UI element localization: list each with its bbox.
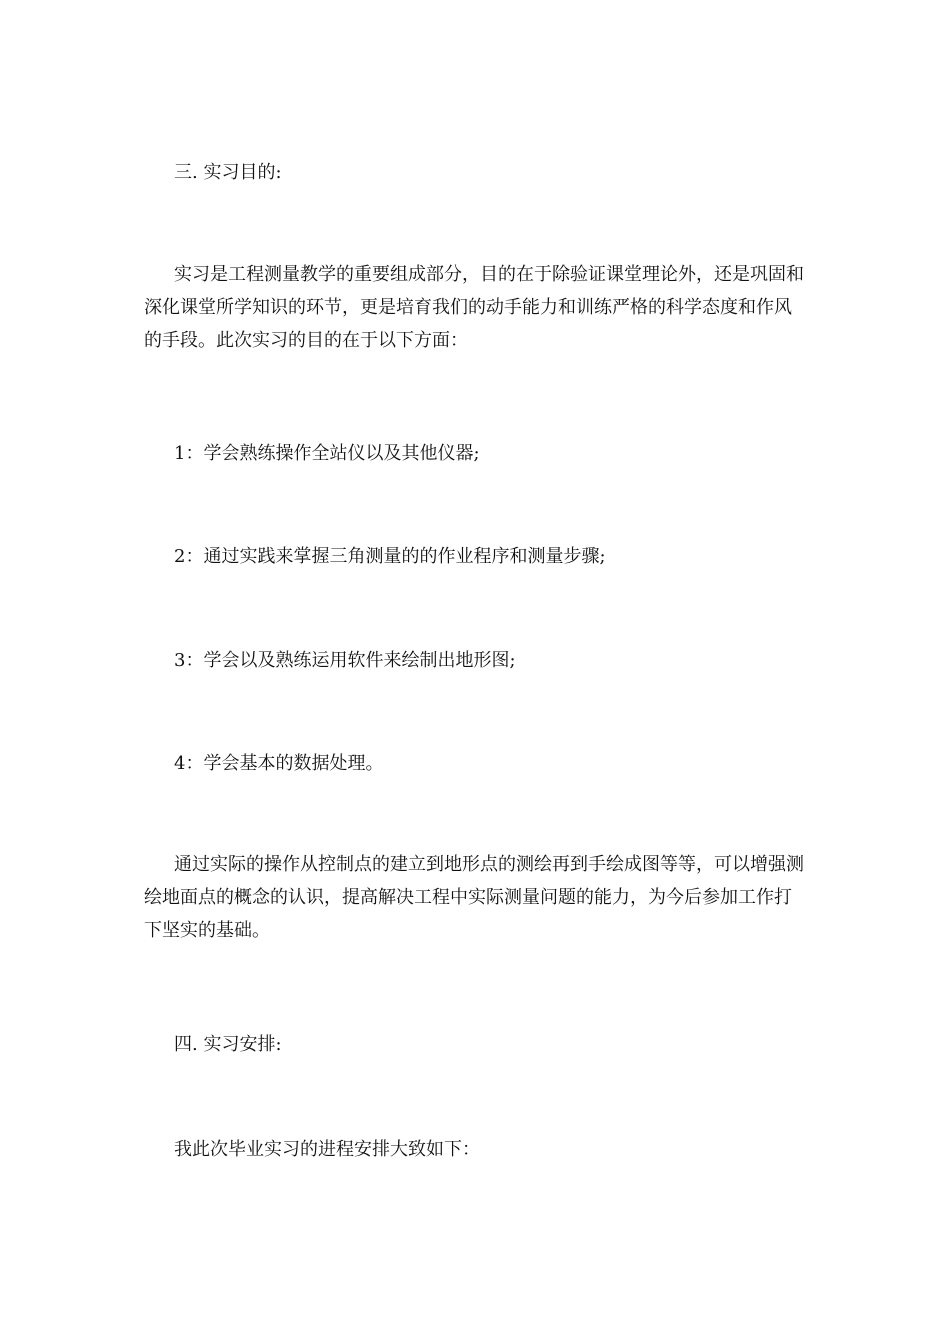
list-item-3: 3：学会以及熟练运用软件来绘制出地形图;	[174, 650, 516, 671]
section-3-heading: 三. 实习目的:	[174, 162, 282, 183]
section-4-paragraph: 我此次毕业实习的进程安排大致如下：	[174, 1139, 480, 1160]
section-4-heading: 四. 实习安排:	[174, 1034, 282, 1055]
summary-paragraph: 通过实际的操作从控制点的建立到地形点的测绘再到手绘成图等等，可以增强测绘地面点的概念的认识，提高解决工程中实际测量问题的能力，为今后参加工作打下坚实的基础。	[144, 854, 804, 941]
list-item-2: 2：通过实践来掌握三角测量的的作业程序和测量步骤;	[174, 546, 606, 567]
section-3-paragraph: 实习是工程测量教学的重要组成部分，目的在于除验证课堂理论外，还是巩固和深化课堂所学知识的环节，更是培育我们的动手能力和训练严格的科学态度和作风的手段。此次实习的目的在于以下方面：	[144, 264, 804, 351]
list-item-1: 1：学会熟练操作全站仪以及其他仪器;	[174, 443, 480, 464]
list-item-4: 4：学会基本的数据处理。	[174, 753, 384, 774]
